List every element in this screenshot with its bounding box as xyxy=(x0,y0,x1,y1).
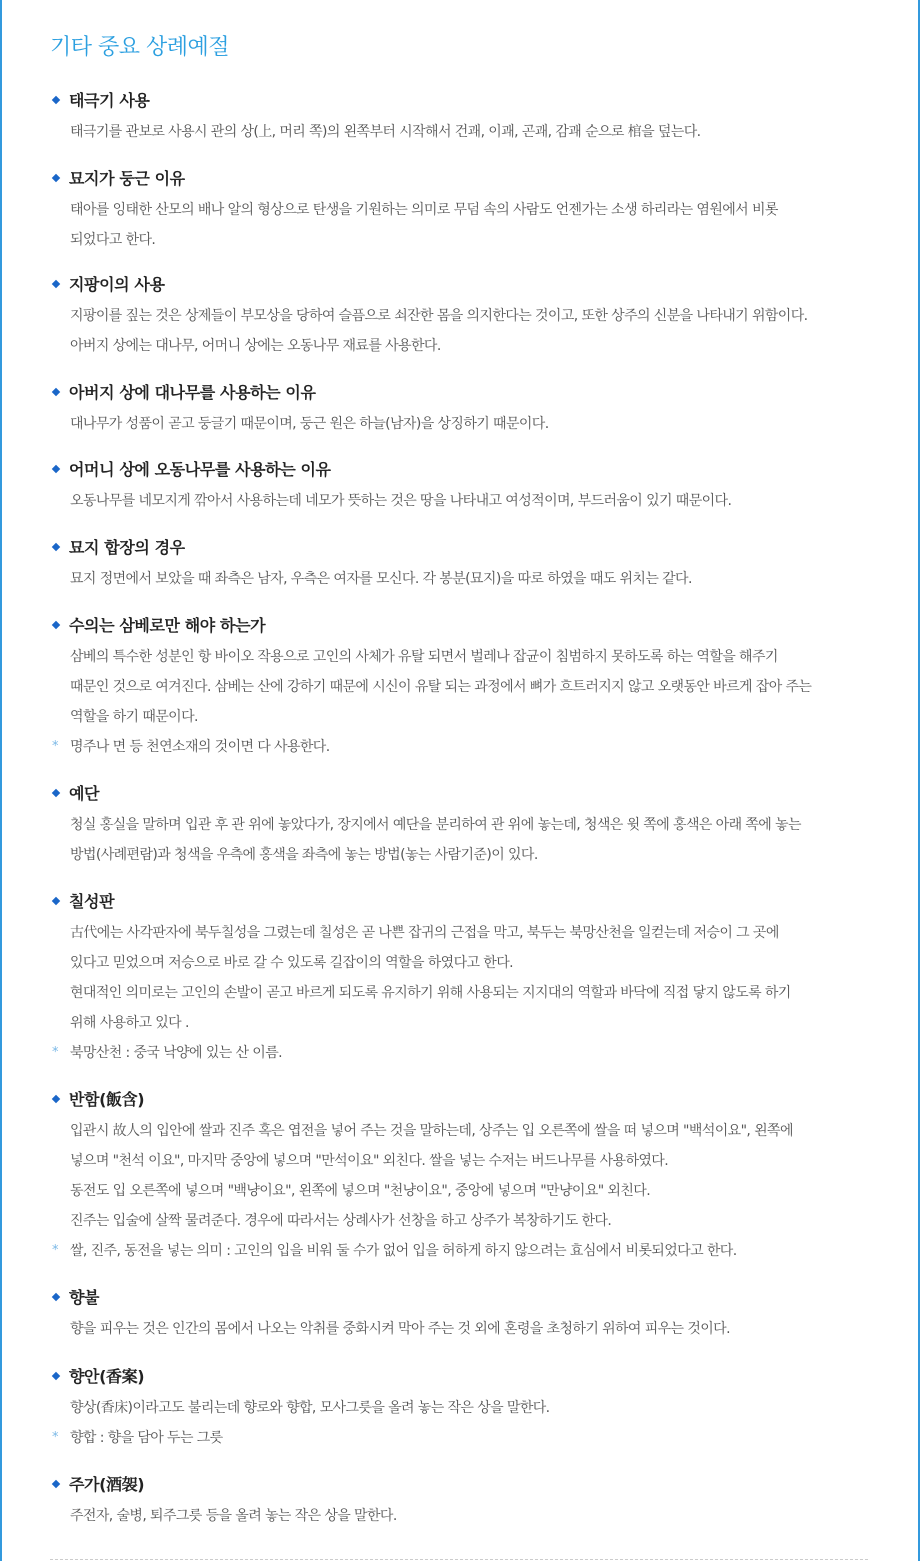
diamond-bullet-icon xyxy=(52,174,60,182)
diamond-bullet-icon xyxy=(52,280,60,288)
diamond-bullet-icon xyxy=(52,897,60,905)
item-description-line: 태아를 잉태한 산모의 배나 알의 형상으로 탄생을 기원하는 의미로 무덤 속의 사람도 언젠가는 소생 하리라는 염원에서 비롯 xyxy=(70,202,778,218)
diamond-bullet-icon xyxy=(52,789,60,797)
item-description-line: 때문인 것으로 여겨진다. 삼베는 산에 강하기 때문에 시신이 유탈 되는 과정에서 뼈가 흐트러지지 않고 오랫동안 바르게 잡아 주는 xyxy=(70,679,812,695)
item-note: 쌀, 진주, 동전을 넣는 의미 : 고인의 입을 비워 둘 수가 없어 입을 허하게 하지 않으려는 효심에서 비롯되었다고 한다. xyxy=(70,1243,737,1259)
item-description-line: 되었다고 한다. xyxy=(70,232,156,248)
item-description-line: 방법(사례편람)과 청색을 우측에 홍색을 좌측에 놓는 방법(놓는 사람기준)이 있다. xyxy=(70,847,538,863)
item-title: 태극기 사용 xyxy=(69,91,150,110)
asterisk-note-icon: * xyxy=(52,1430,59,1445)
item-description-line: 오동나무를 네모지게 깎아서 사용하는데 네모가 뜻하는 것은 땅을 나타내고 여성적이며, 부드러움이 있기 때문이다. xyxy=(70,493,732,509)
item-description-line: 청실 홍실을 말하며 입관 후 관 위에 놓았다가, 장지에서 예단을 분리하여 관 위에 놓는데, 청색은 윗 쪽에 홍색은 아래 쪽에 놓는 xyxy=(70,817,801,833)
item-description-line: 지팡이를 짚는 것은 상제들이 부모상을 당하여 슬픔으로 쇠잔한 몸을 의지한다는 것이고, 또한 상주의 신분을 나타내기 위함이다. xyxy=(70,308,808,324)
item-description-line: 묘지 정면에서 보았을 때 좌측은 남자, 우측은 여자를 모신다. 각 봉분(묘지)을 따로 하였을 때도 위치는 같다. xyxy=(70,571,692,587)
item-note: 북망산천 : 중국 낙양에 있는 산 이름. xyxy=(70,1045,283,1061)
item-description-line: 대나무가 성품이 곧고 둥글기 때문이며, 둥근 원은 하늘(남자)을 상징하기 때문이다. xyxy=(70,416,549,432)
item-title: 어머니 상에 오동나무를 사용하는 이유 xyxy=(69,460,331,479)
item-description-line: 아버지 상에는 대나무, 어머니 상에는 오동나무 재료를 사용한다. xyxy=(70,338,441,354)
item-description-line: 동전도 입 오른쪽에 넣으며 "백냥이요", 왼쪽에 넣으며 "천냥이요", 중앙에 넣으며 "만냥이요" 외친다. xyxy=(70,1183,651,1199)
item-note: 향합 : 향을 담아 두는 그릇 xyxy=(70,1430,223,1446)
item-title: 향불 xyxy=(69,1288,100,1307)
item-description-line: 주전자, 술병, 퇴주그릇 등을 올려 놓는 작은 상을 말한다. xyxy=(70,1508,397,1524)
page-title: 기타 중요 상례예절 xyxy=(50,35,230,60)
item-description-line: 향을 피우는 것은 인간의 몸에서 나오는 악취를 중화시켜 막아 주는 것 외에 혼령을 초청하기 위하여 피우는 것이다. xyxy=(70,1321,730,1337)
item-description-line: 위해 사용하고 있다 . xyxy=(70,1015,189,1031)
diamond-bullet-icon xyxy=(52,1372,60,1380)
diamond-bullet-icon xyxy=(52,621,60,629)
item-title: 수의는 삼베로만 해야 하는가 xyxy=(69,616,266,635)
item-title: 아버지 상에 대나무를 사용하는 이유 xyxy=(69,383,316,402)
item-title: 지팡이의 사용 xyxy=(69,275,165,294)
item-description-line: 태극기를 관보로 사용시 관의 상(上, 머리 쪽)의 왼쪽부터 시작해서 건괘, 이괘, 곤괘, 감괘 순으로 棺을 덮는다. xyxy=(70,124,701,140)
diamond-bullet-icon xyxy=(52,96,60,104)
item-description-line: 진주는 입술에 살짝 물려준다. 경우에 따라서는 상례사가 선창을 하고 상주가 복창하기도 한다. xyxy=(70,1213,612,1229)
item-title: 반함(飯含) xyxy=(69,1090,145,1109)
bottom-divider xyxy=(50,1559,868,1560)
item-title: 향안(香案) xyxy=(69,1367,145,1386)
item-title: 묘지가 둥근 이유 xyxy=(69,169,185,188)
diamond-bullet-icon xyxy=(52,1293,60,1301)
item-description-line: 넣으며 "천석 이요", 마지막 중앙에 넣으며 "만석이요" 외친다. 쌀을 넣는 수저는 버드나무를 사용하였다. xyxy=(70,1153,669,1169)
asterisk-note-icon: * xyxy=(52,1243,59,1258)
diamond-bullet-icon xyxy=(52,465,60,473)
item-title: 예단 xyxy=(69,784,100,803)
item-title: 묘지 합장의 경우 xyxy=(69,538,185,557)
diamond-bullet-icon xyxy=(52,1095,60,1103)
asterisk-note-icon: * xyxy=(52,739,59,754)
item-description-line: 향상(香床)이라고도 불리는데 향로와 향합, 모사그릇을 올려 놓는 작은 상을 말한다. xyxy=(70,1400,550,1416)
item-title: 칠성판 xyxy=(69,892,115,911)
item-description-line: 있다고 믿었으며 저승으로 바로 갈 수 있도록 길잡이의 역할을 하였다고 한다. xyxy=(70,955,513,971)
item-note: 명주나 면 등 천연소재의 것이면 다 사용한다. xyxy=(70,739,330,755)
item-description-line: 입관시 故人의 입안에 쌀과 진주 혹은 엽전을 넣어 주는 것을 말하는데, 상주는 입 오른쪽에 쌀을 떠 넣으며 "백석이요", 왼쪽에 xyxy=(70,1123,793,1139)
item-description-line: 古代에는 사각판자에 북두칠성을 그렸는데 칠성은 곧 나쁜 잡귀의 근접을 막고, 북두는 북망산천을 일컫는데 저승이 그 곳에 xyxy=(70,925,779,941)
diamond-bullet-icon xyxy=(52,1480,60,1488)
item-description-line: 삼베의 특수한 성분인 항 바이오 작용으로 고인의 사체가 유탈 되면서 벌레나 잡균이 침범하지 못하도록 하는 역할을 해주기 xyxy=(70,649,778,665)
item-title: 주가(酒袈) xyxy=(69,1475,145,1494)
asterisk-note-icon: * xyxy=(52,1045,59,1060)
item-description-line: 현대적인 의미로는 고인의 손발이 곧고 바르게 되도록 유지하기 위해 사용되는 지지대의 역할과 바닥에 직접 닿지 않도록 하기 xyxy=(70,985,791,1001)
diamond-bullet-icon xyxy=(52,388,60,396)
diamond-bullet-icon xyxy=(52,543,60,551)
item-description-line: 역할을 하기 때문이다. xyxy=(70,709,198,725)
